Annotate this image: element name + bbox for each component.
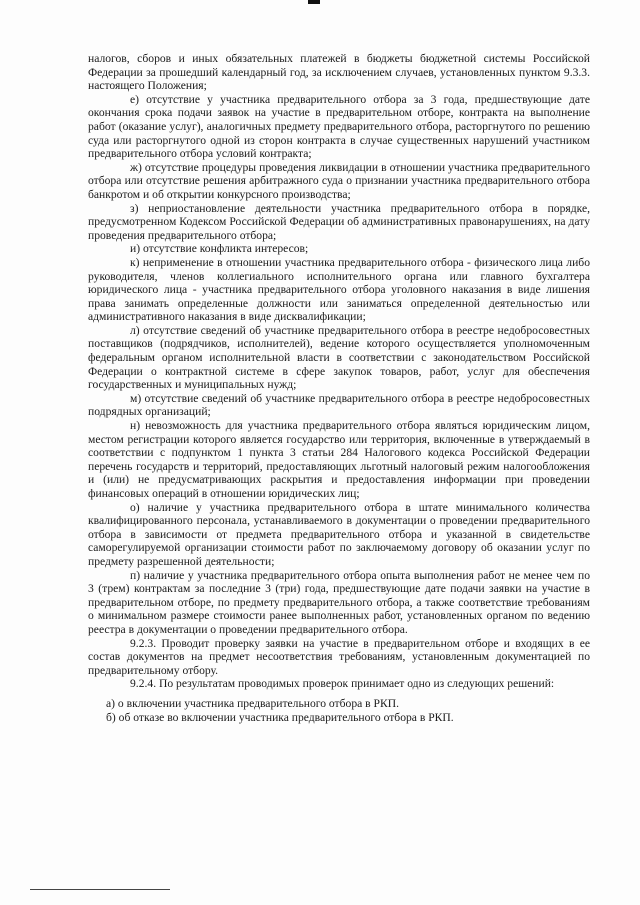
- decision-item-b: б) об отказе во включении участника предварительного отбора в РКП.: [106, 710, 454, 724]
- paragraph-m: м) отсутствие сведений об участнике предварительного отбора в реестре недобросовестных подрядных организаций;: [88, 391, 590, 419]
- paragraph-l: л) отсутствие сведений об участнике предварительного отбора в реестре недобросовестных поставщиков (подрядчиков, исполнителей), ведение которого осуществляется уполномоченным федеральным органом исполнительной власти в соответствии с законодательством Российской Федерации о контрактной системе в сфере закупок товаров, работ, услуг для обеспечения государственных и муниципальных нужд;: [88, 323, 590, 392]
- paragraph-taxes: налогов, сборов и иных обязательных платежей в бюджеты бюджетной системы Российской Федерации за прошедший календарный год, за исключением случаев, установленных пунктом 9.3.3. настоящего Положения;: [88, 52, 590, 93]
- paragraph-z: з) неприостановление деятельности участника предварительного отбора в порядке, предусмотренном Кодексом Российской Федерации об административных правонарушениях, на дату проведения предварительного отбора;: [88, 201, 590, 242]
- paragraph-9-2-3: 9.2.3. Проводит проверку заявки на участие в предварительном отборе и входящих в ее состав документов на предмет несоответствия требованиям, установленным документацией по предварительному отбору.: [88, 636, 590, 677]
- paragraph-p: п) наличие у участника предварительного отбора опыта выполнения работ не менее чем по 3 (трем) контрактам за последние 3 (три) года, предшествующие дате подачи заявки на участие в предварительном отборе, по предмету предварительного отбора, а также соответствие требованиям о минимальном размере стоимости ранее выполненных работ, установленных органом по ведению реестра в документации о проведении предварительного отбора.: [88, 568, 590, 636]
- paragraph-k: к) неприменение в отношении участника предварительного отбора - физического лица либо руководителя, членов коллегиального исполнительного органа или главного бухгалтера юридического лица - участника предварительного отбора уголовного наказания в виде лишения права занимать определенные должности или заниматься определенной деятельностью или административного наказания в виде дисквалификации;: [88, 255, 590, 324]
- footer-rule: [30, 889, 170, 890]
- paragraph-n: н) невозможность для участника предварительного отбора являться юридическим лицом, местом регистрации которого является государство или территория, включенные в утверждаемый в соответствии с подпунктом 1 пункта 3 статьи 284 Налогового кодекса Российской Федерации перечень государств и территорий, предоставляющих льготный налоговый режим налогообложения и (или) не предусматривающих раскрытия и предоставления информации при проведении финансовых операций в отношении юридических лиц;: [88, 419, 590, 500]
- decision-item-a: а) о включении участника предварительного отбора в РКП.: [106, 696, 399, 710]
- paragraph-zh: ж) отсутствие процедуры проведения ликвидации в отношении участника предварительного отбора или отсутствие решения арбитражного суда о признании участника предварительного отбора банкротом и об открытии конкурсного производства;: [88, 160, 590, 201]
- document-body: [88, 52, 590, 724]
- paragraph-9-2-4: 9.2.4. По результатам проводимых проверок принимает одно из следующих решений:: [130, 677, 555, 691]
- paragraph-o: о) наличие у участника предварительного отбора в штате минимального количества квалифицированного персонала, устанавливаемого в документации о проведении предварительного отбора в зависимости от предмета предварительного отбора и указанной в свидетельстве саморегулируемой организации стоимости работ по заключаемому договору об оказании услуг по предмету разрешенной деятельности;: [88, 500, 590, 568]
- paragraph-e: е) отсутствие у участника предварительного отбора за 3 года, предшествующие дате окончания срока подачи заявок на участие в предварительном отборе, контракта на выполнение работ (оказание услуг), аналогичных предмету предварительного отбора, расторгнутого по решению суда или расторгнутого одной из сторон контракта в случае существенных нарушений участником предварительного отбора условий контракта;: [88, 92, 590, 161]
- paragraph-i: и) отсутствие конфликта интересов;: [130, 242, 309, 256]
- scan-mark: [308, 0, 320, 4]
